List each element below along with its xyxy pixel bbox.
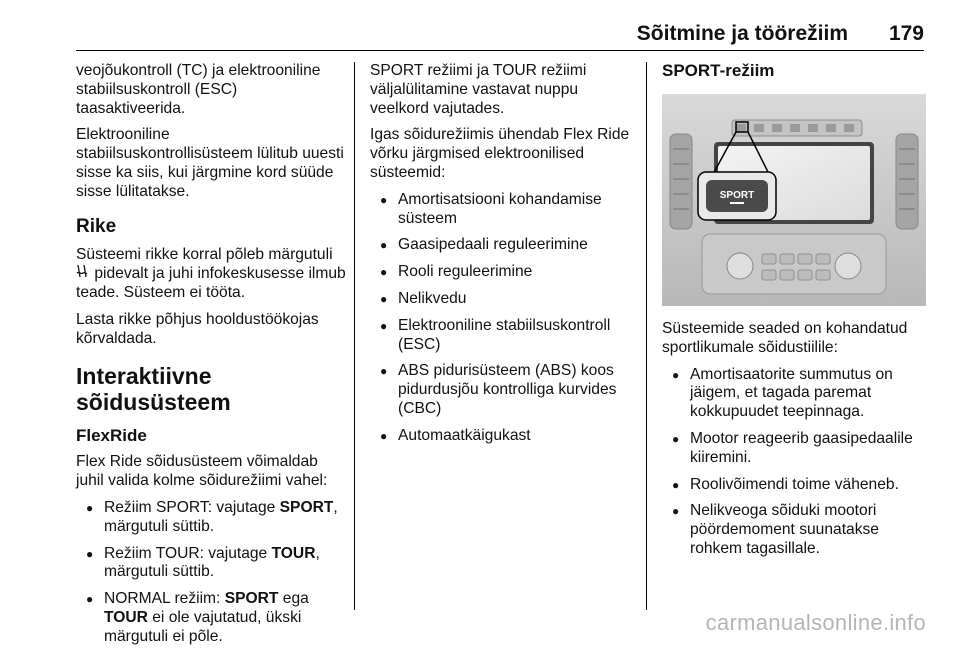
- column-right: [662, 62, 926, 89]
- paragraph: Lasta rikke põhjus hooldustöökojas kõrvaldada.: [76, 310, 319, 347]
- system-list: [370, 191, 636, 446]
- list-item: ● Režiim SPORT: vajutage SPORT, märgutuli süttib.: [76, 499, 346, 537]
- list-item: ● Nelikveoga sõiduki mootori pöördemoment suunatakse rohkem tagasillale.: [662, 502, 926, 558]
- paragraph: Elektrooniline stabiilsuskontrollisüsteem lülitub uuesti sisse ka siis, kui järgmine kord süüde sisse lülitatakse.: [76, 126, 344, 200]
- paragraph: Süsteemide seaded on kohandatud sportlikumale sõidustiilile:: [662, 320, 908, 356]
- list-item: ● Elektrooniline stabiilsuskontroll (ESC): [370, 317, 636, 355]
- list-item: ● Gaasipedaali reguleerimine: [370, 236, 636, 255]
- dashboard-illustration: [662, 94, 926, 306]
- page-header: [76, 22, 924, 48]
- heading-flexride: FlexRide: [76, 425, 147, 445]
- column-divider: [354, 62, 355, 610]
- paragraph-text: pidevalt ja juhi infokeskusesse ilmub teade. Süsteem ei tööta.: [76, 265, 346, 302]
- section-heading: Interaktiivne sõidusüsteem: [76, 362, 231, 415]
- list-item: ● Rooli reguleerimine: [370, 263, 636, 282]
- list-item: ● Režiim TOUR: vajutage TOUR, märgutuli süttib.: [76, 545, 346, 583]
- paragraph: [76, 246, 346, 303]
- list-item: ● ABS pidurisüsteem (ABS) koos pidurdusjõu kontrolliga kurvides (CBC): [370, 362, 636, 418]
- list-item: ● Amortisatsiooni kohandamise süsteem: [370, 191, 636, 229]
- column-middle: [370, 62, 636, 454]
- header-title: Sõitmine ja töörežiim: [636, 22, 848, 45]
- paragraph: Igas sõidurežiimis ühendab Flex Ride võrku järgmised elektroonilised süsteemid:: [370, 126, 630, 181]
- sport-effects-list: [662, 366, 926, 559]
- list-item: ● NORMAL režiim: SPORT ega TOUR ei ole vajutatud, ükski märgutuli ei põle.: [76, 590, 346, 646]
- paragraph-text: Süsteemi rikke korral põleb märgutuli: [76, 245, 333, 263]
- heading-fault: Rike: [76, 215, 117, 237]
- mode-list: [76, 499, 346, 647]
- list-item: ● Nelikvedu: [370, 290, 636, 309]
- paragraph: Flex Ride sõidusüsteem võimaldab juhil valida kolme sõidurežiimi vahel:: [76, 453, 328, 490]
- list-item: ● Roolivõimendi toime väheneb.: [662, 476, 926, 495]
- list-item: ● Amortisaatorite summutus on jäigem, et tagada paremat kokkupuudet teepinnaga.: [662, 366, 926, 422]
- sport-button-label: SPORT: [719, 190, 755, 201]
- header-rule: [76, 50, 924, 51]
- page-number: 179: [888, 22, 924, 45]
- paragraph: SPORT režiimi ja TOUR režiimi väljalülitamine vastavat nuppu veelkord vajutades.: [370, 62, 587, 117]
- column-divider: [646, 62, 647, 610]
- column-left: [76, 62, 346, 655]
- list-item: ● Automaatkäigukast: [370, 427, 636, 446]
- list-item: ● Mootor reageerib gaasipedaalile kiiremini.: [662, 430, 926, 468]
- column-right-lower: [662, 320, 926, 567]
- tc-off-warning-icon: [76, 264, 88, 283]
- watermark: carmanualsonline.info: [705, 610, 926, 635]
- paragraph: veojõukontroll (TC) ja elektrooniline stabiilsuskontroll (ESC) taasaktiveerida.: [76, 62, 321, 117]
- heading-sport-mode: SPORT-režiim: [662, 61, 775, 80]
